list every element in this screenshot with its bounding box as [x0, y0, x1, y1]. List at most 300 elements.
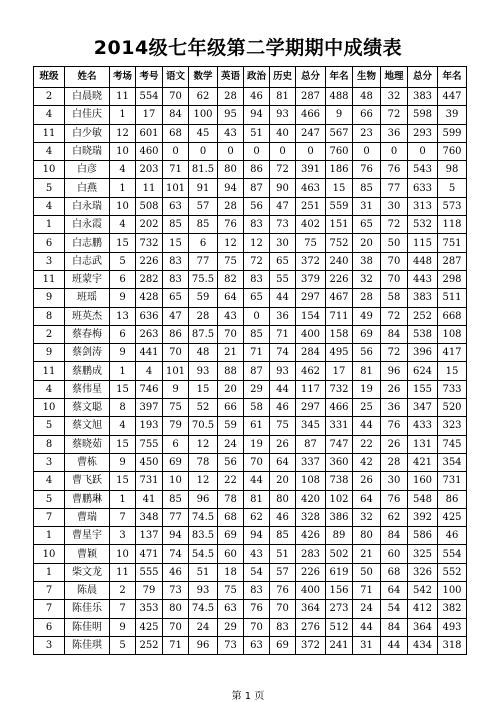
cell-total: 372 — [296, 636, 326, 654]
cell-math: 96 — [189, 490, 218, 508]
cell-english: 69 — [218, 527, 244, 545]
cell-biology: 21 — [353, 545, 381, 563]
cell-total: 420 — [296, 490, 326, 508]
cell-politics: 85 — [244, 325, 270, 343]
cell-english: 28 — [218, 88, 244, 106]
cell-english: 68 — [218, 508, 244, 526]
cell-rank: 711 — [326, 307, 353, 325]
cell-math: 74.5 — [189, 508, 218, 526]
cell-math: 83.5 — [189, 527, 218, 545]
cell-room: 5 — [110, 636, 136, 654]
table-row — [34, 142, 467, 160]
cell-class: 8 — [34, 307, 65, 325]
cell-biology: 76 — [353, 161, 381, 179]
cell-biology: 64 — [353, 490, 381, 508]
cell-rank: 226 — [326, 270, 353, 288]
cell-chinese: 15 — [163, 234, 189, 252]
cell-chinese: 0 — [163, 142, 189, 160]
cell-room: 12 — [110, 124, 136, 142]
cell-name: 白晓瑞 — [65, 142, 110, 160]
cell-rank2: 98 — [438, 161, 467, 179]
cell-math: 77 — [189, 252, 218, 270]
cell-history: 0 — [270, 142, 296, 160]
cell-politics: 54 — [244, 563, 270, 581]
cell-math: 0 — [189, 142, 218, 160]
cell-politics: 87 — [244, 362, 270, 380]
cell-class: 4 — [34, 380, 65, 398]
cell-name: 柴文龙 — [65, 563, 110, 581]
cell-room: 1 — [110, 179, 136, 197]
cell-rank: 156 — [326, 582, 353, 600]
cell-exam-no: 17 — [136, 106, 163, 124]
cell-room: 5 — [110, 252, 136, 270]
cell-room: 11 — [110, 88, 136, 106]
cell-room: 11 — [110, 563, 136, 581]
cell-math: 12 — [189, 435, 218, 453]
cell-history: 47 — [270, 197, 296, 215]
cell-exam-no: 731 — [136, 472, 163, 490]
cell-chinese: 83 — [163, 270, 189, 288]
cell-geography: 84 — [381, 325, 408, 343]
cell-chinese: 101 — [163, 362, 189, 380]
cell-rank: 495 — [326, 344, 353, 362]
column-header: 班级 — [34, 67, 65, 88]
cell-chinese: 79 — [163, 417, 189, 435]
cell-biology: 81 — [353, 362, 381, 380]
header-row — [34, 67, 467, 88]
cell-total: 287 — [296, 88, 326, 106]
cell-class: 6 — [34, 234, 65, 252]
cell-class: 5 — [34, 179, 65, 197]
cell-english: 18 — [218, 563, 244, 581]
cell-room: 10 — [110, 197, 136, 215]
cell-biology: 50 — [353, 563, 381, 581]
cell-rank2: 382 — [438, 600, 467, 618]
cell-history: 69 — [270, 636, 296, 654]
cell-name: 班蒙宇 — [65, 270, 110, 288]
cell-rank2: 668 — [438, 307, 467, 325]
cell-politics: 29 — [244, 380, 270, 398]
cell-politics: 62 — [244, 508, 270, 526]
cell-biology: 48 — [353, 88, 381, 106]
table-row — [34, 197, 467, 215]
cell-total2: 421 — [408, 453, 438, 471]
column-header: 考场 — [110, 67, 136, 88]
cell-biology: 71 — [353, 582, 381, 600]
cell-english: 88 — [218, 362, 244, 380]
cell-politics: 43 — [244, 545, 270, 563]
cell-geography: 68 — [381, 563, 408, 581]
cell-class: 6 — [34, 618, 65, 636]
cell-politics: 58 — [244, 399, 270, 417]
cell-rank2: 554 — [438, 545, 467, 563]
cell-english: 21 — [218, 344, 244, 362]
cell-class: 10 — [34, 545, 65, 563]
cell-english: 76 — [218, 216, 244, 234]
cell-total2: 532 — [408, 216, 438, 234]
cell-room: 3 — [110, 527, 136, 545]
cell-history: 75 — [270, 417, 296, 435]
cell-room: 13 — [110, 307, 136, 325]
cell-geography: 72 — [381, 307, 408, 325]
cell-exam-no: 79 — [136, 582, 163, 600]
column-header: 年名 — [326, 67, 353, 88]
cell-politics: 46 — [244, 88, 270, 106]
cell-history: 90 — [270, 179, 296, 197]
table-row — [34, 472, 467, 490]
cell-exam-no: 555 — [136, 563, 163, 581]
cell-geography: 26 — [381, 435, 408, 453]
cell-history: 55 — [270, 270, 296, 288]
cell-total2: 364 — [408, 618, 438, 636]
cell-rank: 466 — [326, 399, 353, 417]
cell-rank2: 599 — [438, 124, 467, 142]
cell-rank2: 493 — [438, 618, 467, 636]
cell-exam-no: 508 — [136, 197, 163, 215]
cell-name: 班瑶 — [65, 289, 110, 307]
cell-exam-no: 450 — [136, 453, 163, 471]
cell-biology: 26 — [353, 472, 381, 490]
column-header: 语文 — [163, 67, 189, 88]
cell-rank: 559 — [326, 197, 353, 215]
cell-politics: 94 — [244, 106, 270, 124]
cell-class: 4 — [34, 142, 65, 160]
cell-chinese: 65 — [163, 289, 189, 307]
cell-history: 70 — [270, 600, 296, 618]
cell-math: 74.5 — [189, 600, 218, 618]
table-row — [34, 344, 467, 362]
cell-total: 400 — [296, 325, 326, 343]
column-header: 考号 — [136, 67, 163, 88]
cell-english: 73 — [218, 636, 244, 654]
cell-math: 93 — [189, 362, 218, 380]
cell-geography: 44 — [381, 636, 408, 654]
cell-rank: 241 — [326, 636, 353, 654]
cell-rank2: 511 — [438, 289, 467, 307]
cell-rank2: 108 — [438, 325, 467, 343]
cell-class: 10 — [34, 161, 65, 179]
cell-rank2: 15 — [438, 362, 467, 380]
table-row — [34, 545, 467, 563]
cell-total2: 598 — [408, 106, 438, 124]
column-header: 地理 — [381, 67, 408, 88]
cell-politics: 12 — [244, 234, 270, 252]
cell-english: 43 — [218, 307, 244, 325]
cell-exam-no: 348 — [136, 508, 163, 526]
cell-room: 15 — [110, 380, 136, 398]
cell-politics: 76 — [244, 600, 270, 618]
cell-total2: 0 — [408, 142, 438, 160]
cell-english: 66 — [218, 399, 244, 417]
cell-politics: 87 — [244, 179, 270, 197]
cell-geography: 76 — [381, 161, 408, 179]
cell-rank: 331 — [326, 417, 353, 435]
cell-rank: 488 — [326, 88, 353, 106]
cell-politics: 19 — [244, 435, 270, 453]
cell-exam-no: 263 — [136, 325, 163, 343]
table-row — [34, 380, 467, 398]
cell-geography: 30 — [381, 197, 408, 215]
cell-geography: 26 — [381, 380, 408, 398]
cell-total2: 412 — [408, 600, 438, 618]
cell-politics: 70 — [244, 453, 270, 471]
table-row — [34, 435, 467, 453]
cell-total: 328 — [296, 508, 326, 526]
cell-history: 85 — [270, 527, 296, 545]
cell-name: 白佳庆 — [65, 106, 110, 124]
cell-total: 108 — [296, 472, 326, 490]
cell-class: 2 — [34, 88, 65, 106]
cell-biology: 23 — [353, 124, 381, 142]
cell-total: 400 — [296, 582, 326, 600]
cell-exam-no: 4 — [136, 362, 163, 380]
cell-exam-no: 11 — [136, 179, 163, 197]
cell-geography: 70 — [381, 252, 408, 270]
cell-geography: 58 — [381, 289, 408, 307]
cell-rank2: 751 — [438, 234, 467, 252]
cell-chinese: 83 — [163, 252, 189, 270]
cell-english: 70 — [218, 325, 244, 343]
cell-english: 95 — [218, 106, 244, 124]
cell-class: 5 — [34, 490, 65, 508]
cell-history: 44 — [270, 380, 296, 398]
cell-total: 345 — [296, 417, 326, 435]
cell-biology: 20 — [353, 234, 381, 252]
cell-exam-no: 732 — [136, 234, 163, 252]
cell-room: 15 — [110, 472, 136, 490]
cell-english: 22 — [218, 472, 244, 490]
cell-biology: 24 — [353, 600, 381, 618]
cell-class: 7 — [34, 600, 65, 618]
cell-english: 75 — [218, 252, 244, 270]
cell-total2: 347 — [408, 399, 438, 417]
cell-rank2: 520 — [438, 399, 467, 417]
cell-geography: 30 — [381, 472, 408, 490]
cell-rank2: 100 — [438, 582, 467, 600]
cell-room: 1 — [110, 106, 136, 124]
cell-rank: 89 — [326, 527, 353, 545]
cell-total2: 433 — [408, 417, 438, 435]
cell-geography: 84 — [381, 527, 408, 545]
cell-total: 466 — [296, 106, 326, 124]
cell-rank: 512 — [326, 618, 353, 636]
cell-history: 73 — [270, 216, 296, 234]
cell-history: 64 — [270, 453, 296, 471]
cell-exam-no: 425 — [136, 618, 163, 636]
cell-room: 7 — [110, 600, 136, 618]
cell-rank: 158 — [326, 325, 353, 343]
cell-biology: 49 — [353, 307, 381, 325]
cell-math: 48 — [189, 344, 218, 362]
cell-exam-no: 471 — [136, 545, 163, 563]
cell-english: 80 — [218, 161, 244, 179]
cell-exam-no: 252 — [136, 636, 163, 654]
cell-name: 陈佳琪 — [65, 636, 110, 654]
cell-total: 364 — [296, 600, 326, 618]
cell-chinese: 77 — [163, 508, 189, 526]
cell-geography: 60 — [381, 545, 408, 563]
cell-class: 4 — [34, 197, 65, 215]
cell-name: 白晨晓 — [65, 88, 110, 106]
table-row — [34, 179, 467, 197]
cell-english: 43 — [218, 124, 244, 142]
cell-history: 81 — [270, 88, 296, 106]
cell-geography: 36 — [381, 124, 408, 142]
cell-english: 78 — [218, 490, 244, 508]
cell-rank2: 417 — [438, 344, 467, 362]
cell-total: 0 — [296, 142, 326, 160]
cell-room: 15 — [110, 435, 136, 453]
cell-rank2: 354 — [438, 453, 467, 471]
cell-english: 28 — [218, 197, 244, 215]
table-row — [34, 636, 467, 654]
cell-english: 82 — [218, 270, 244, 288]
cell-rank2: 86 — [438, 490, 467, 508]
cell-history: 80 — [270, 490, 296, 508]
cell-name: 白志鹏 — [65, 234, 110, 252]
cell-total2: 586 — [408, 527, 438, 545]
cell-name: 白少敏 — [65, 124, 110, 142]
cell-rank2: 287 — [438, 252, 467, 270]
cell-exam-no: 636 — [136, 307, 163, 325]
cell-rank2: 323 — [438, 417, 467, 435]
cell-history: 65 — [270, 252, 296, 270]
cell-total2: 115 — [408, 234, 438, 252]
cell-class: 3 — [34, 453, 65, 471]
cell-total2: 160 — [408, 472, 438, 490]
table-row — [34, 234, 467, 252]
cell-math: 51 — [189, 563, 218, 581]
cell-class: 4 — [34, 472, 65, 490]
cell-politics: 56 — [244, 197, 270, 215]
cell-room: 4 — [110, 417, 136, 435]
cell-rank2: 731 — [438, 472, 467, 490]
cell-total: 379 — [296, 270, 326, 288]
cell-geography: 96 — [381, 362, 408, 380]
cell-english: 64 — [218, 289, 244, 307]
cell-name: 曹栋 — [65, 453, 110, 471]
cell-exam-no: 460 — [136, 142, 163, 160]
cell-english: 59 — [218, 417, 244, 435]
page-title: 2014级七年级第二学期期中成绩表 — [93, 37, 403, 59]
cell-name: 白彦 — [65, 161, 110, 179]
cell-chinese: 68 — [163, 124, 189, 142]
cell-chinese: 80 — [163, 600, 189, 618]
cell-name: 陈佳乐 — [65, 600, 110, 618]
cell-total: 247 — [296, 124, 326, 142]
table-row — [34, 270, 467, 288]
cell-rank: 9 — [326, 106, 353, 124]
cell-name: 白燕 — [65, 179, 110, 197]
cell-total2: 538 — [408, 325, 438, 343]
cell-name: 白永霞 — [65, 216, 110, 234]
cell-biology: 80 — [353, 527, 381, 545]
cell-total: 117 — [296, 380, 326, 398]
cell-history: 44 — [270, 289, 296, 307]
cell-room: 7 — [110, 508, 136, 526]
cell-exam-no: 203 — [136, 161, 163, 179]
cell-exam-no: 746 — [136, 380, 163, 398]
cell-chinese: 70 — [163, 88, 189, 106]
cell-rank2: 39 — [438, 106, 467, 124]
cell-rank: 732 — [326, 380, 353, 398]
cell-politics: 81 — [244, 490, 270, 508]
cell-chinese: 74 — [163, 545, 189, 563]
cell-total: 154 — [296, 307, 326, 325]
cell-total2: 293 — [408, 124, 438, 142]
cell-total: 297 — [296, 289, 326, 307]
cell-geography: 76 — [381, 417, 408, 435]
cell-class: 3 — [34, 636, 65, 654]
cell-room: 9 — [110, 289, 136, 307]
cell-exam-no: 202 — [136, 216, 163, 234]
cell-rank: 15 — [326, 179, 353, 197]
cell-rank: 386 — [326, 508, 353, 526]
cell-geography: 70 — [381, 270, 408, 288]
cell-chinese: 47 — [163, 307, 189, 325]
cell-total: 226 — [296, 563, 326, 581]
cell-math: 93 — [189, 582, 218, 600]
cell-english: 0 — [218, 142, 244, 160]
cell-biology: 0 — [353, 142, 381, 160]
cell-politics: 61 — [244, 417, 270, 435]
cell-history: 36 — [270, 307, 296, 325]
cell-total: 276 — [296, 618, 326, 636]
cell-biology: 28 — [353, 289, 381, 307]
table-row — [34, 563, 467, 581]
cell-class: 9 — [34, 344, 65, 362]
column-header: 姓名 — [65, 67, 110, 88]
cell-total2: 383 — [408, 88, 438, 106]
cell-history: 20 — [270, 472, 296, 490]
cell-math: 6 — [189, 234, 218, 252]
cell-rank: 467 — [326, 289, 353, 307]
cell-class: 5 — [34, 417, 65, 435]
cell-geography: 0 — [381, 142, 408, 160]
cell-class: 1 — [34, 563, 65, 581]
cell-exam-no: 441 — [136, 344, 163, 362]
cell-rank2: 552 — [438, 563, 467, 581]
cell-math: 62 — [189, 88, 218, 106]
cell-total2: 131 — [408, 435, 438, 453]
cell-geography: 64 — [381, 582, 408, 600]
cell-class: 9 — [34, 289, 65, 307]
cell-name: 曹星宇 — [65, 527, 110, 545]
cell-biology: 38 — [353, 252, 381, 270]
cell-geography: 62 — [381, 508, 408, 526]
cell-history: 93 — [270, 106, 296, 124]
cell-rank: 273 — [326, 600, 353, 618]
table-row — [34, 289, 467, 307]
cell-history: 72 — [270, 161, 296, 179]
column-header: 英语 — [218, 67, 244, 88]
cell-class: 4 — [34, 106, 65, 124]
cell-biology: 85 — [353, 179, 381, 197]
cell-rank: 17 — [326, 362, 353, 380]
cell-total: 87 — [296, 435, 326, 453]
cell-exam-no: 397 — [136, 399, 163, 417]
cell-chinese: 70 — [163, 344, 189, 362]
cell-geography: 77 — [381, 179, 408, 197]
cell-room: 4 — [110, 216, 136, 234]
cell-math: 81.5 — [189, 161, 218, 179]
cell-class: 2 — [34, 325, 65, 343]
table-row — [34, 399, 467, 417]
cell-exam-no: 353 — [136, 600, 163, 618]
cell-math: 75.5 — [189, 270, 218, 288]
cell-biology: 32 — [353, 270, 381, 288]
cell-rank2: 5 — [438, 179, 467, 197]
